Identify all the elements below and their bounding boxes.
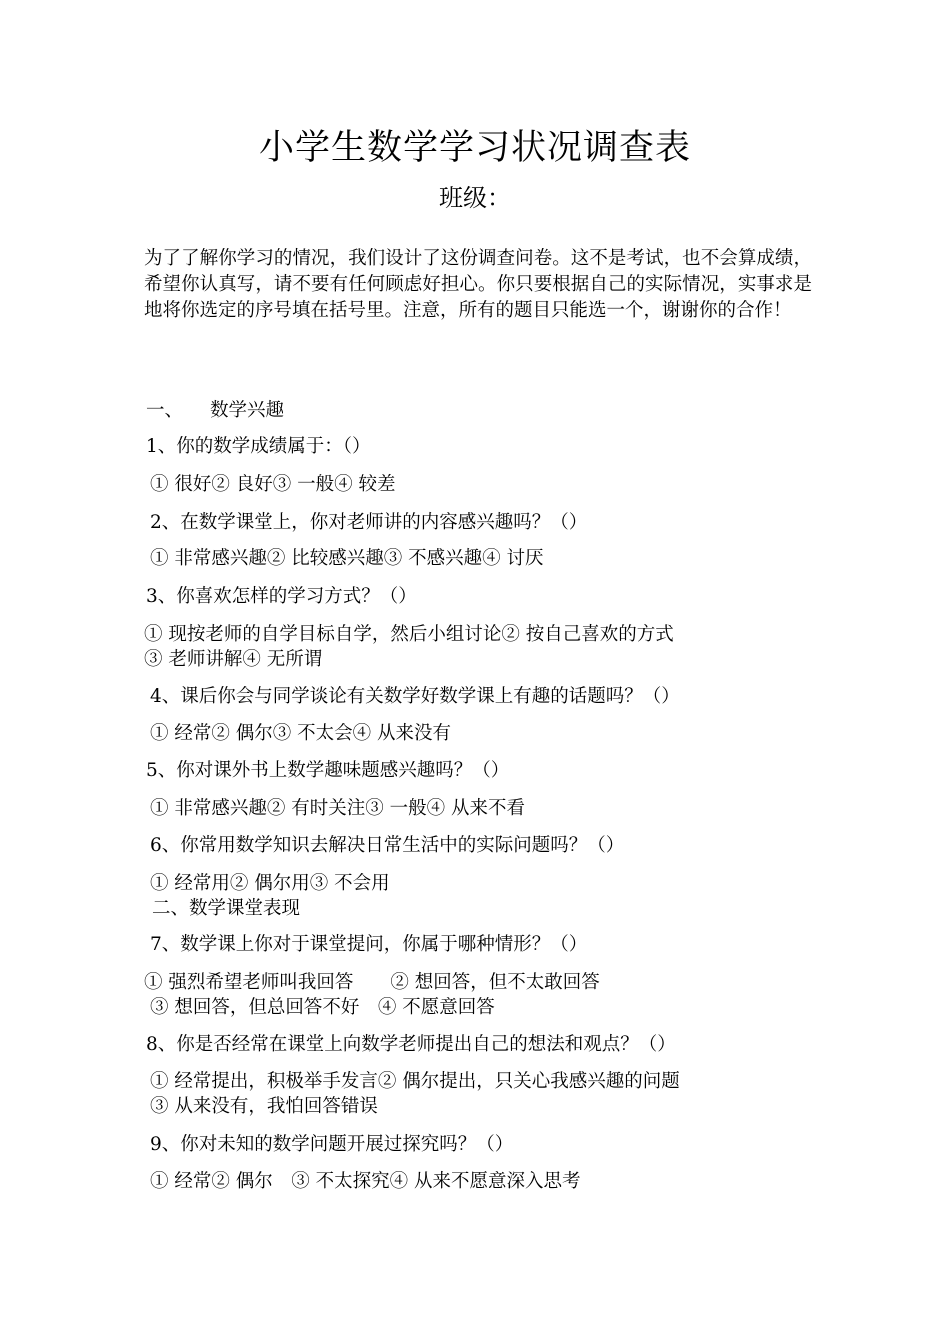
- question-4: 4、课后你会与同学谈论有关数学好数学课上有趣的话题吗？（）: [150, 686, 680, 707]
- question-5: 5、你对课外书上数学趣味题感兴趣吗？（）: [146, 760, 510, 781]
- section-1-number: 一、: [146, 400, 184, 421]
- question-6: 6、你常用数学知识去解决日常生活中的实际问题吗？（）: [150, 835, 625, 856]
- question-8-options-line-1: ① 经常提出，积极举手发言② 偶尔提出，只关心我感兴趣的问题: [150, 1071, 680, 1092]
- question-1-options: ① 很好② 良好③ 一般④ 较差: [150, 474, 396, 495]
- question-8: 8、你是否经常在课堂上向数学老师提出自己的想法和观点？（）: [146, 1034, 676, 1055]
- question-1: 1、你的数学成绩属于：（）: [146, 436, 371, 457]
- question-3: 3、你喜欢怎样的学习方式？（）: [146, 586, 417, 607]
- question-2-options: ① 非常感兴趣② 比较感兴趣③ 不感兴趣④ 讨厌: [150, 548, 544, 569]
- question-5-options: ① 非常感兴趣② 有时关注③ 一般④ 从来不看: [150, 798, 526, 819]
- question-7-options-line-2: ③ 想回答，但总回答不好 ④ 不愿意回答: [150, 997, 495, 1018]
- question-9: 9、你对未知的数学问题开展过探究吗？（）: [150, 1134, 514, 1155]
- section-1-title: 数学兴趣: [210, 400, 285, 421]
- question-6-options: ① 经常用② 偶尔用③ 不会用: [150, 873, 390, 894]
- question-8-options-line-2: ③ 从来没有，我怕回答错误: [150, 1096, 378, 1117]
- question-7-options-line-1: ① 强烈希望老师叫我回答 ② 想回答，但不太敢回答: [144, 972, 600, 993]
- section-2-heading: 二、数学课堂表现: [152, 898, 301, 919]
- question-9-options: ① 经常② 偶尔 ③ 不太探究④ 从来不愿意深入思考: [150, 1171, 581, 1192]
- question-3-options-line-1: ① 现按老师的自学目标自学，然后小组讨论② 按自己喜欢的方式: [144, 624, 674, 645]
- question-2: 2、在数学课堂上，你对老师讲的内容感兴趣吗？（）: [150, 512, 588, 533]
- class-label: 班级：: [439, 184, 511, 212]
- question-4-options: ① 经常② 偶尔③ 不太会④ 从来没有: [150, 723, 452, 744]
- intro-paragraph: 为了了解你学习的情况，我们设计了这份调查问卷。这不是考试，也不会算成绩，希望你认真写，请不要有任何顾虑好担心。你只要根据自己的实际情况，实事求是地将你选定的序号填在括号里。注意，所有的题目只能选一个，谢谢你的合作！: [144, 248, 812, 321]
- question-7: 7、数学课上你对于课堂提问，你属于哪种情形？（）: [150, 934, 588, 955]
- question-3-options-line-2: ③ 老师讲解④ 无所谓: [144, 649, 323, 670]
- page-title: 小学生数学学习状况调查表: [258, 128, 691, 168]
